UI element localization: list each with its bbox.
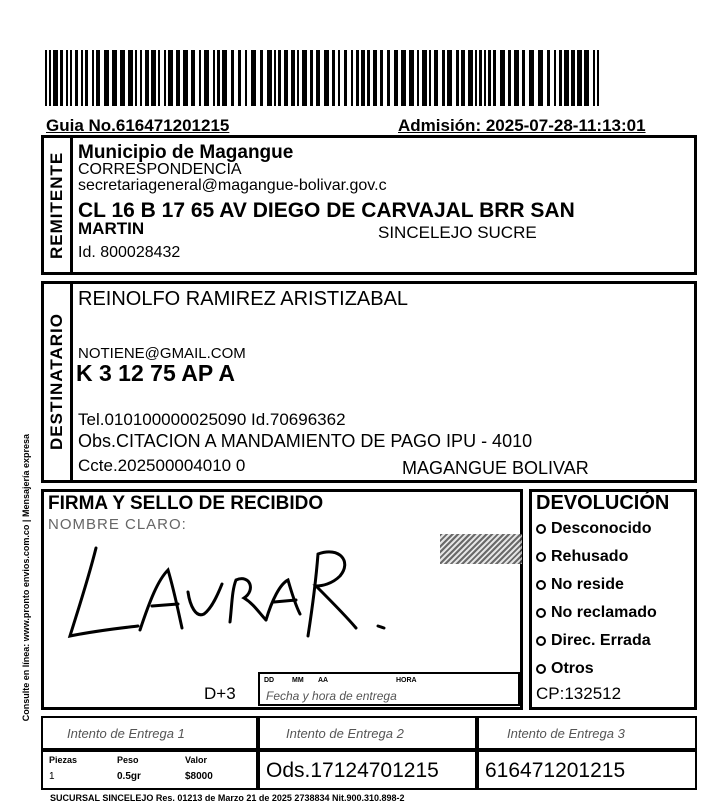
option-label: No reclamado — [551, 604, 657, 621]
delivery-date-box — [258, 672, 520, 706]
admission-timestamp: Admisión: 2025-07-28-11:13:01 — [398, 116, 646, 135]
barcode-bar — [554, 50, 556, 106]
barcode-bar — [394, 50, 398, 106]
radio-circle-icon — [536, 636, 546, 646]
barcode-bar — [251, 50, 256, 106]
barcode-bar — [135, 50, 137, 106]
barcode-bar — [442, 50, 445, 106]
intento-3-cell — [477, 716, 697, 750]
radio-circle-icon — [536, 608, 546, 618]
barcode-bar — [96, 50, 100, 106]
barcode-bar — [199, 50, 201, 106]
radio-circle-icon — [536, 524, 546, 534]
guia-number-cell — [477, 750, 697, 790]
signature — [60, 540, 420, 650]
intento-1-label: Intento de Entrega 1 — [67, 726, 185, 741]
sender-id: Id. 800028432 — [78, 244, 181, 261]
barcode-bar — [274, 50, 276, 106]
barcode-bar — [70, 50, 72, 106]
barcode-bar — [522, 50, 525, 106]
barcode-bar — [547, 50, 550, 106]
barcode-bar — [367, 50, 370, 106]
firma-title: FIRMA Y SELLO DE RECIBIDO — [48, 493, 324, 514]
option-label: Desconocido — [551, 520, 652, 537]
barcode-bar — [260, 50, 263, 106]
option-no-reclamado[interactable] — [536, 599, 657, 627]
intento-2-cell — [258, 716, 477, 750]
barcode-bar — [514, 50, 519, 106]
date-col-hora: HORA — [396, 677, 417, 684]
barcode-bar — [316, 50, 320, 106]
guia-number: 616471201215 — [485, 759, 626, 782]
barcode-bar — [45, 50, 47, 106]
barcode-bar — [302, 50, 307, 106]
barcode-bar — [508, 50, 511, 106]
option-otros[interactable] — [536, 655, 657, 683]
sender-name: Municipio de Magangue — [78, 142, 294, 163]
option-label: Direc. Errada — [551, 632, 651, 649]
intento-3-label: Intento de Entrega 3 — [507, 726, 625, 741]
ods-number: Ods.17124701215 — [266, 759, 439, 782]
barcode-bar — [429, 50, 431, 106]
barcode-bar — [529, 50, 534, 106]
barcode-bar — [92, 50, 94, 106]
barcode-bar — [60, 50, 63, 106]
barcode-bar — [53, 50, 58, 106]
delivery-date-label: Fecha y hora de entrega — [266, 689, 397, 703]
barcode-bar — [461, 50, 465, 106]
barcode-bar — [422, 50, 427, 106]
option-no-reside[interactable] — [536, 571, 657, 599]
barcode-bar — [284, 50, 288, 106]
barcode-bar — [231, 50, 234, 106]
barcode-bar — [584, 50, 589, 106]
barcode-bar — [81, 50, 83, 106]
remitente-label: REMITENTE — [47, 151, 66, 259]
radio-circle-icon — [536, 552, 546, 562]
barcode-bar — [456, 50, 459, 106]
barcode-bar — [66, 50, 68, 106]
piezas-value: 1 — [49, 771, 55, 782]
barcode-bar — [104, 50, 109, 106]
shipment-details-cell — [41, 750, 258, 790]
sender-department: CORRESPONDENCIA — [78, 161, 242, 178]
date-col-dd: DD — [264, 677, 275, 684]
barcode-bar — [571, 50, 575, 106]
barcode-bar — [351, 50, 353, 106]
barcode-bar — [324, 50, 329, 106]
d3-label: D+3 — [204, 684, 236, 703]
barcode-bar — [488, 50, 491, 106]
barcode-bar — [204, 50, 209, 106]
barcode-bar — [479, 50, 482, 106]
barcode-bar — [593, 50, 595, 106]
option-label: Rehusado — [551, 548, 629, 565]
barcode-bar — [168, 50, 173, 106]
stamp-smudge — [440, 534, 522, 564]
barcode-bar — [222, 50, 227, 106]
option-direc-errada[interactable] — [536, 627, 657, 655]
barcode-bar — [75, 50, 78, 106]
recipient-city: MAGANGUE BOLIVAR — [402, 458, 589, 478]
barcode-bar — [538, 50, 543, 106]
barcode-bar — [401, 50, 406, 106]
recipient-email: NOTIENE@GMAIL.COM — [78, 345, 246, 362]
barcode-bar — [291, 50, 295, 106]
barcode-bar — [475, 50, 477, 106]
barcode-bar — [191, 50, 195, 106]
intento-2-label: Intento de Entrega 2 — [286, 726, 404, 741]
barcode-bar — [278, 50, 281, 106]
barcode-bar — [356, 50, 359, 106]
nombre-claro-label: NOMBRE CLARO: — [48, 516, 187, 533]
cp-code: CP:132512 — [536, 684, 622, 703]
recipient-observation: Obs.CITACION A MANDAMIENTO DE PAGO IPU - 4010 — [78, 431, 533, 451]
radio-circle-icon — [536, 664, 546, 674]
barcode-bar — [373, 50, 377, 106]
peso-label: Peso — [117, 755, 139, 765]
sender-city: SINCELEJO SUCRE — [378, 223, 537, 242]
barcode — [45, 50, 600, 106]
barcode-bar — [468, 50, 473, 106]
barcode-bar — [217, 50, 220, 106]
barcode-bar — [310, 50, 313, 106]
barcode-bar — [85, 50, 88, 106]
recipient-tel-id: Tel.010100000025090 Id.70696362 — [78, 410, 346, 429]
barcode-bar — [145, 50, 149, 106]
barcode-bar — [49, 50, 51, 106]
recipient-address: K 3 12 75 AP A — [76, 360, 235, 386]
devolucion-title: DEVOLUCIÓN — [536, 492, 670, 514]
barcode-bar — [140, 50, 142, 106]
barcode-bar — [387, 50, 390, 106]
recipient-ccte: Ccte.202500004010 0 — [78, 456, 246, 475]
barcode-bar — [120, 50, 125, 106]
valor-value: $8000 — [185, 771, 213, 782]
barcode-bar — [500, 50, 505, 106]
barcode-bar — [151, 50, 156, 106]
side-info-container — [18, 370, 34, 785]
recipient-name: REINOLFO RAMIREZ ARISTIZABAL — [78, 288, 409, 310]
side-website-text: Consulte en línea: www.pronto envios.com.co | Mensajería expresa — [20, 433, 31, 722]
sender-address-line1: CL 16 B 17 65 AV DIEGO DE CARVAJAL BRR SAN — [78, 199, 575, 222]
barcode-bar — [484, 50, 486, 106]
barcode-bar — [577, 50, 582, 106]
option-label: No reside — [551, 576, 624, 593]
option-rehusado[interactable] — [536, 543, 657, 571]
barcode-bar — [267, 50, 272, 106]
footer-text: SUCURSAL SINCELEJO Res. 01213 de Marzo 21 de 2025 2738834 Nit.900.310.898-2 — [50, 793, 405, 803]
barcode-bar — [213, 50, 215, 106]
barcode-bar — [158, 50, 160, 106]
barcode-bar — [112, 50, 117, 106]
barcode-bar — [409, 50, 414, 106]
barcode-bar — [380, 50, 383, 106]
barcode-bar — [493, 50, 496, 106]
barcode-bar — [338, 50, 340, 106]
barcode-bar — [344, 50, 347, 106]
date-col-mm: MM — [292, 677, 304, 684]
barcode-bar — [361, 50, 365, 106]
barcode-bar — [564, 50, 569, 106]
option-label: Otros — [551, 660, 594, 677]
barcode-bar — [434, 50, 438, 106]
barcode-bar — [238, 50, 241, 106]
barcode-bar — [245, 50, 247, 106]
ods-cell — [258, 750, 477, 790]
guia-number-label: Guia No.616471201215 — [46, 116, 230, 135]
barcode-bar — [332, 50, 335, 106]
barcode-bar — [597, 50, 599, 106]
intento-1-cell — [41, 716, 258, 750]
peso-value: 0.5gr — [117, 771, 141, 782]
barcode-bar — [297, 50, 299, 106]
valor-label: Valor — [185, 755, 208, 765]
date-col-aa: AA — [318, 677, 329, 684]
barcode-bar — [128, 50, 133, 106]
barcode-bar — [176, 50, 180, 106]
barcode-bar — [417, 50, 419, 106]
devolucion-options — [536, 515, 657, 683]
destinatario-label: DESTINATARIO — [47, 313, 66, 451]
barcode-bar — [164, 50, 166, 106]
piezas-label: Piezas — [49, 755, 78, 765]
barcode-bar — [447, 50, 452, 106]
barcode-bar — [183, 50, 188, 106]
barcode-bar — [559, 50, 562, 106]
radio-circle-icon — [536, 580, 546, 590]
sender-address-line2: MARTIN — [78, 219, 145, 238]
option-desconocido[interactable] — [536, 515, 657, 543]
sender-email: secretariageneral@magangue-bolivar.gov.c — [78, 177, 387, 194]
